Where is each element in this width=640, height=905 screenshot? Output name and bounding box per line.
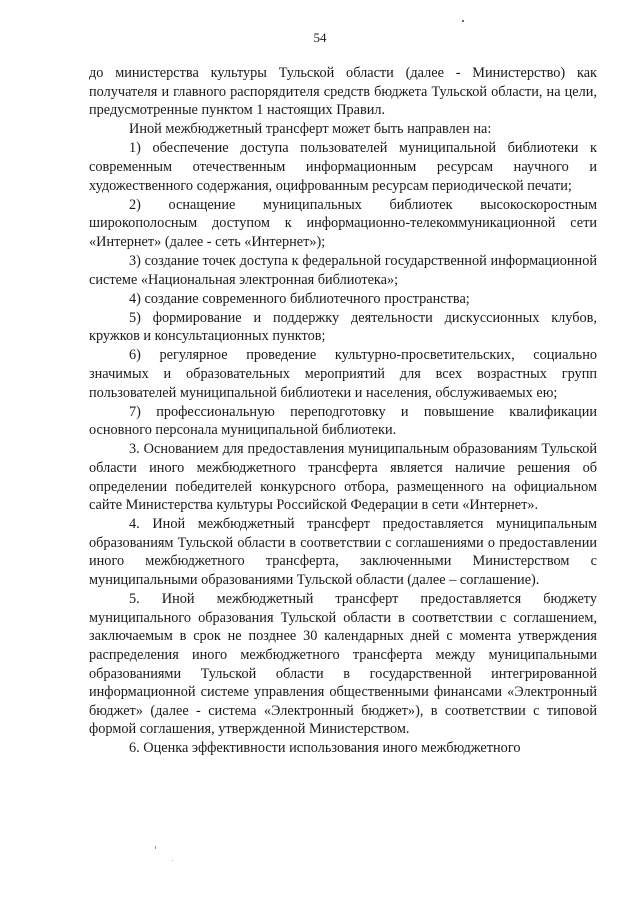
clause-4: 4. Иной межбюджетный трансферт предоставляется муниципальным образованиям Тульской области в соответствии с соглашениями о предоставлении иного межбюджетного трансферта, заключенными Министерством с муниципальными образованиями Тульской области (далее – соглашение). [89, 516, 597, 589]
list-item-6: 6) регулярное проведение культурно-просветительских, социально значимых и образовательных мероприятий для всех возрастных групп пользователей муниципальной библиотеки и населения, обслуживаемых ею; [89, 347, 597, 401]
scan-speck [155, 846, 156, 849]
list-item-1: 1) обеспечение доступа пользователей муниципальной библиотеки к современным отечественным информационным ресурсам научного и художественного содержания, оцифрованным ресурсам периодической печати; [89, 140, 597, 194]
list-item-2: 2) оснащение муниципальных библиотек высокоскоростным широкополосным доступом к информационно-телекоммуникационной сети «Интернет» (далее - сеть «Интернет»); [89, 196, 597, 250]
list-item-5: 5) формирование и поддержку деятельности дискуссионных клубов, кружков и консультационных пунктов; [89, 309, 597, 345]
scan-speck [172, 860, 173, 861]
page-number: 54 [313, 30, 327, 45]
list-item-4: 4) создание современного библиотечного пространства; [129, 290, 470, 307]
scan-speck [462, 20, 464, 22]
clause-3: 3. Основанием для предоставления муниципальным образованиям Тульской области иного межбюджетного трансферта является наличие решения об определении победителей конкурсного отбора, размещенного на официальном сайте Министерства культуры Российской Федерации в сети «Интернет». [89, 441, 597, 514]
paragraph-intro-continuation: до министерства культуры Тульской области (далее - Министерство) как получателя и главного распорядителя средств бюджета Тульской области, на цели, предусмотренные пунктом 1 настоящих Правил. [89, 65, 597, 119]
document-body [89, 64, 597, 758]
list-item-7: 7) профессиональную переподготовку и повышение квалификации основного персонала муниципальной библиотеки. [89, 403, 597, 439]
clause-6-start: 6. Оценка эффективности использования иного межбюджетного [129, 740, 521, 757]
clause-5: 5. Иной межбюджетный трансферт предоставляется бюджету муниципального образования Тульской области в соответствии с соглашением, заключаемым в срок не позднее 30 календарных дней с момента утверждения распределения иного межбюджетного трансферта между муниципальными образованиями Тульской области в государственной интегрированной информационной системе управления общественными финансами «Электронный бюджет» (далее - система «Электронный бюджет»), в соответствии с типовой формой соглашения, утвержденной Министерством. [89, 591, 597, 738]
list-item-3: 3) создание точек доступа к федеральной государственной информационной системе «Национальная электронная библиотека»; [89, 252, 597, 288]
paragraph-directions-heading: Иной межбюджетный трансферт может быть направлен на: [129, 121, 492, 138]
